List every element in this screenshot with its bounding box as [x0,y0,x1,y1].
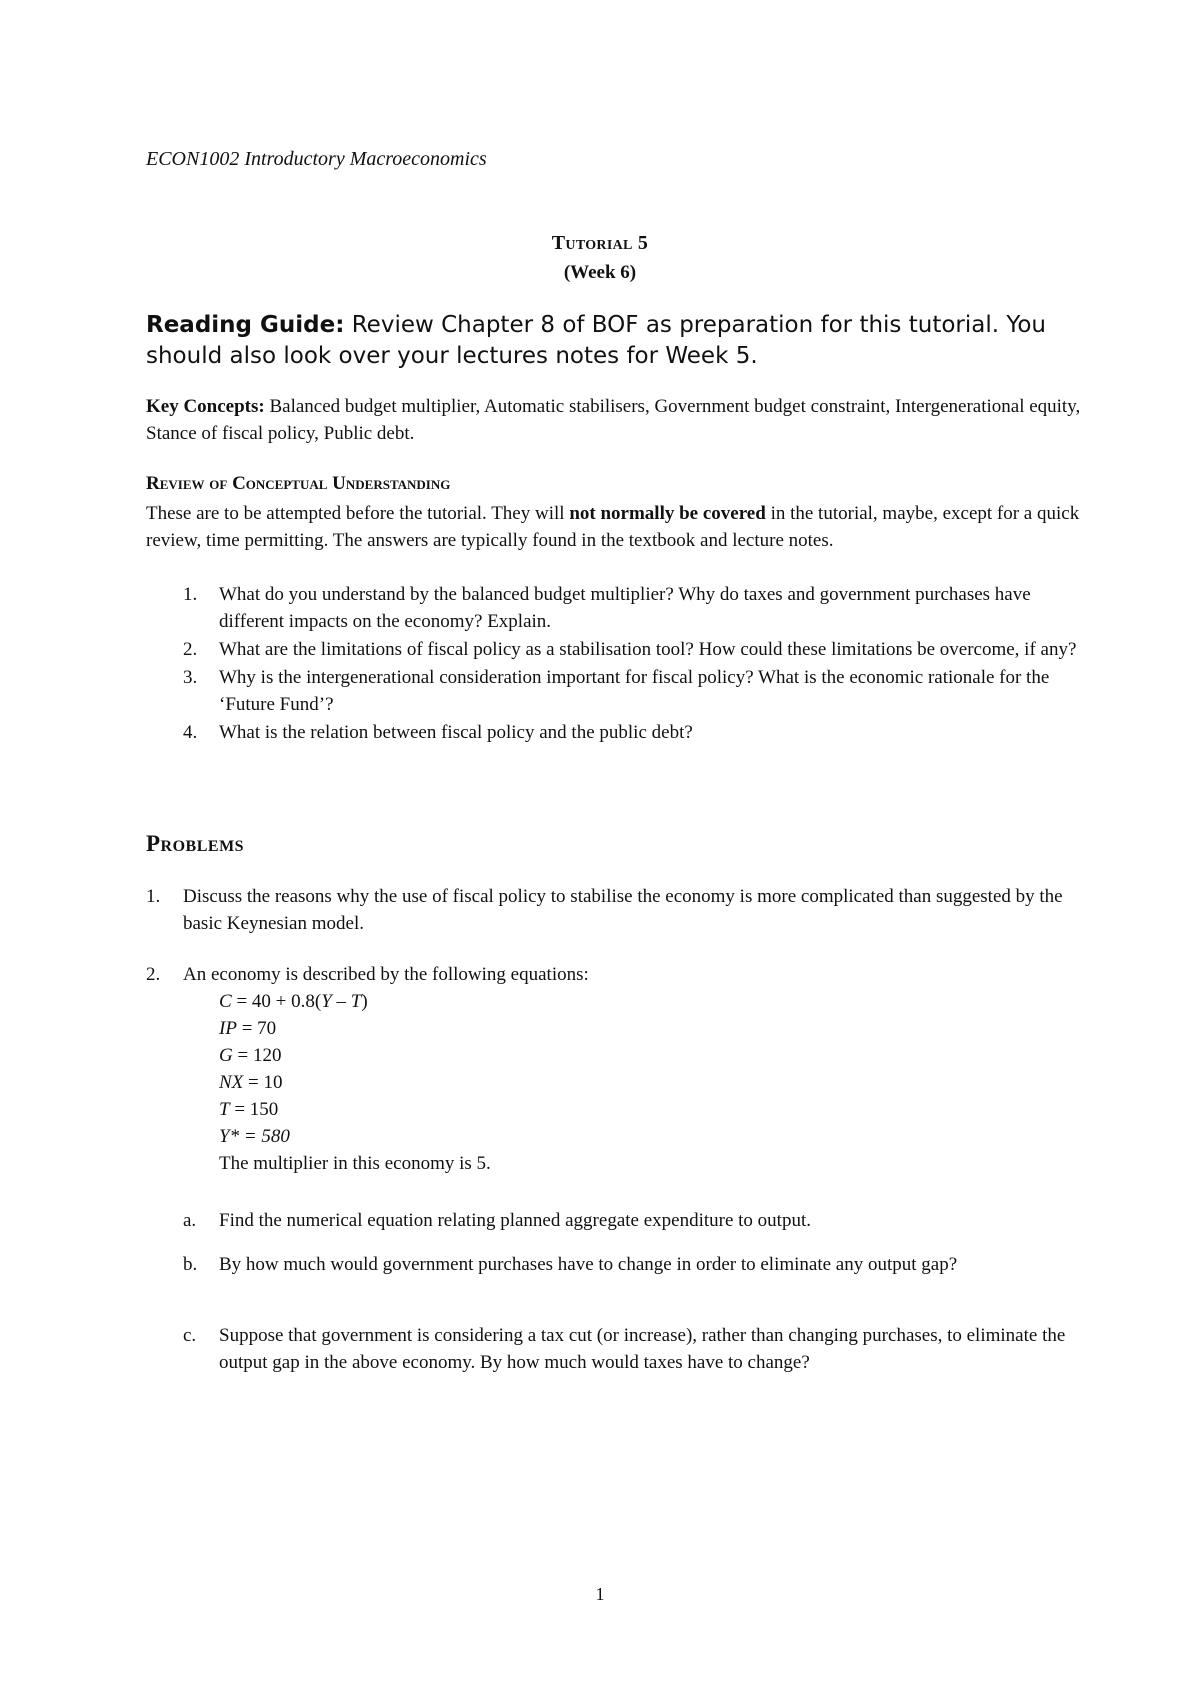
review-question [146,636,1096,663]
question-text: What are the limitations of fiscal policy as a stabilisation tool? How could these limitations be overcome, if any? [219,639,1077,660]
week-label: (Week 6) [563,262,637,283]
page-number: 1 [595,1584,605,1604]
tutorial-title: Tutorial 5 [551,232,649,254]
part-label: c. [183,1325,197,1346]
eq-var-ip: IP [219,1018,237,1039]
eq-text: ) [361,991,368,1012]
equation-taxes [219,1096,1096,1123]
question-text: What is the relation between fiscal policy and the public debt? [219,722,693,743]
review-intro-after: in the tutorial, maybe, except for a quick review, time permitting. The answers are typically found in the textbook and lecture notes. [146,503,1080,551]
eq-var-y: Y [321,991,332,1012]
problem-2-part-b [146,1251,1096,1278]
key-concepts [146,393,1096,447]
key-concepts-text: Balanced budget multiplier, Automatic stabilisers, Government budget constraint, Intergenerational equity, Stance of fiscal policy, Public debt. [146,396,1081,444]
problem-number: 1. [146,886,161,907]
question-number: 2. [183,639,198,660]
part-label: a. [183,1210,197,1231]
eq-text: – [331,991,351,1012]
problem-number: 2. [146,964,161,985]
problem-2-part-a [146,1207,1096,1234]
review-question-list [146,581,1096,747]
review-question [146,581,1096,635]
review-question [146,664,1096,718]
equation-potential-output: Y* = 580 [219,1126,290,1147]
part-text: By how much would government purchases have to change in order to eliminate any output gap? [219,1254,958,1275]
question-number: 1. [183,584,198,605]
review-intro [146,500,1081,554]
part-text: Find the numerical equation relating planned aggregate expenditure to output. [219,1210,811,1231]
key-concepts-label: Key Concepts: [146,396,265,417]
course-title: ECON1002 Introductory Macroeconomics [146,148,487,170]
eq-var-t: T [350,991,362,1012]
equation-government [219,1042,1096,1069]
problem-text: Discuss the reasons why the use of fiscal policy to stabilise the economy is more complicated than suggested by the basic Keynesian model. [183,886,1063,934]
problem-2 [146,961,1096,1177]
problem-2-intro: An economy is described by the following equations: [183,964,589,985]
problem-2-part-c [146,1322,1096,1376]
eq-var-g: G [219,1045,233,1066]
question-text: What do you understand by the balanced budget multiplier? Why do taxes and government purchases have different impacts on the economy? Explain. [219,584,1031,632]
reading-guide [146,310,1096,372]
eq-text: = 120 [232,1045,282,1066]
part-text: Suppose that government is considering a tax cut (or increase), rather than changing purchases, to eliminate the output gap in the above economy. By how much would taxes have to change? [219,1325,1066,1373]
review-heading: Review of Conceptual Understanding [146,473,451,494]
eq-var-c: C [219,991,232,1012]
review-intro-bold: not normally be covered [569,503,766,524]
equation-investment [219,1015,1096,1042]
problem-1 [146,883,1096,937]
question-text: Why is the intergenerational consideration important for fiscal policy? What is the economic rationale for the ‘Future Fund’? [219,667,1050,715]
eq-var-nx: NX [219,1072,244,1093]
multiplier-statement: The multiplier in this economy is 5. [219,1153,491,1174]
reading-guide-label: Reading Guide: [146,312,345,338]
part-label: b. [183,1254,198,1275]
eq-text: = 150 [229,1099,279,1120]
eq-text: = 70 [236,1018,277,1039]
question-number: 4. [183,722,198,743]
review-intro-before: These are to be attempted before the tutorial. They will [146,503,570,524]
eq-text: = 10 [243,1072,283,1093]
equation-net-exports [219,1069,1096,1096]
review-question [146,719,1096,746]
equation-list [183,988,1096,1177]
eq-text: = 40 + 0.8( [231,991,322,1012]
equation-consumption [219,988,1096,1015]
problems-heading: Problems [146,831,245,856]
eq-var-t: T [219,1099,230,1120]
question-number: 3. [183,667,198,688]
reading-guide-text: Review Chapter 8 of BOF as preparation for this tutorial. You should also look over your lectures notes for Week 5. [146,312,1047,369]
